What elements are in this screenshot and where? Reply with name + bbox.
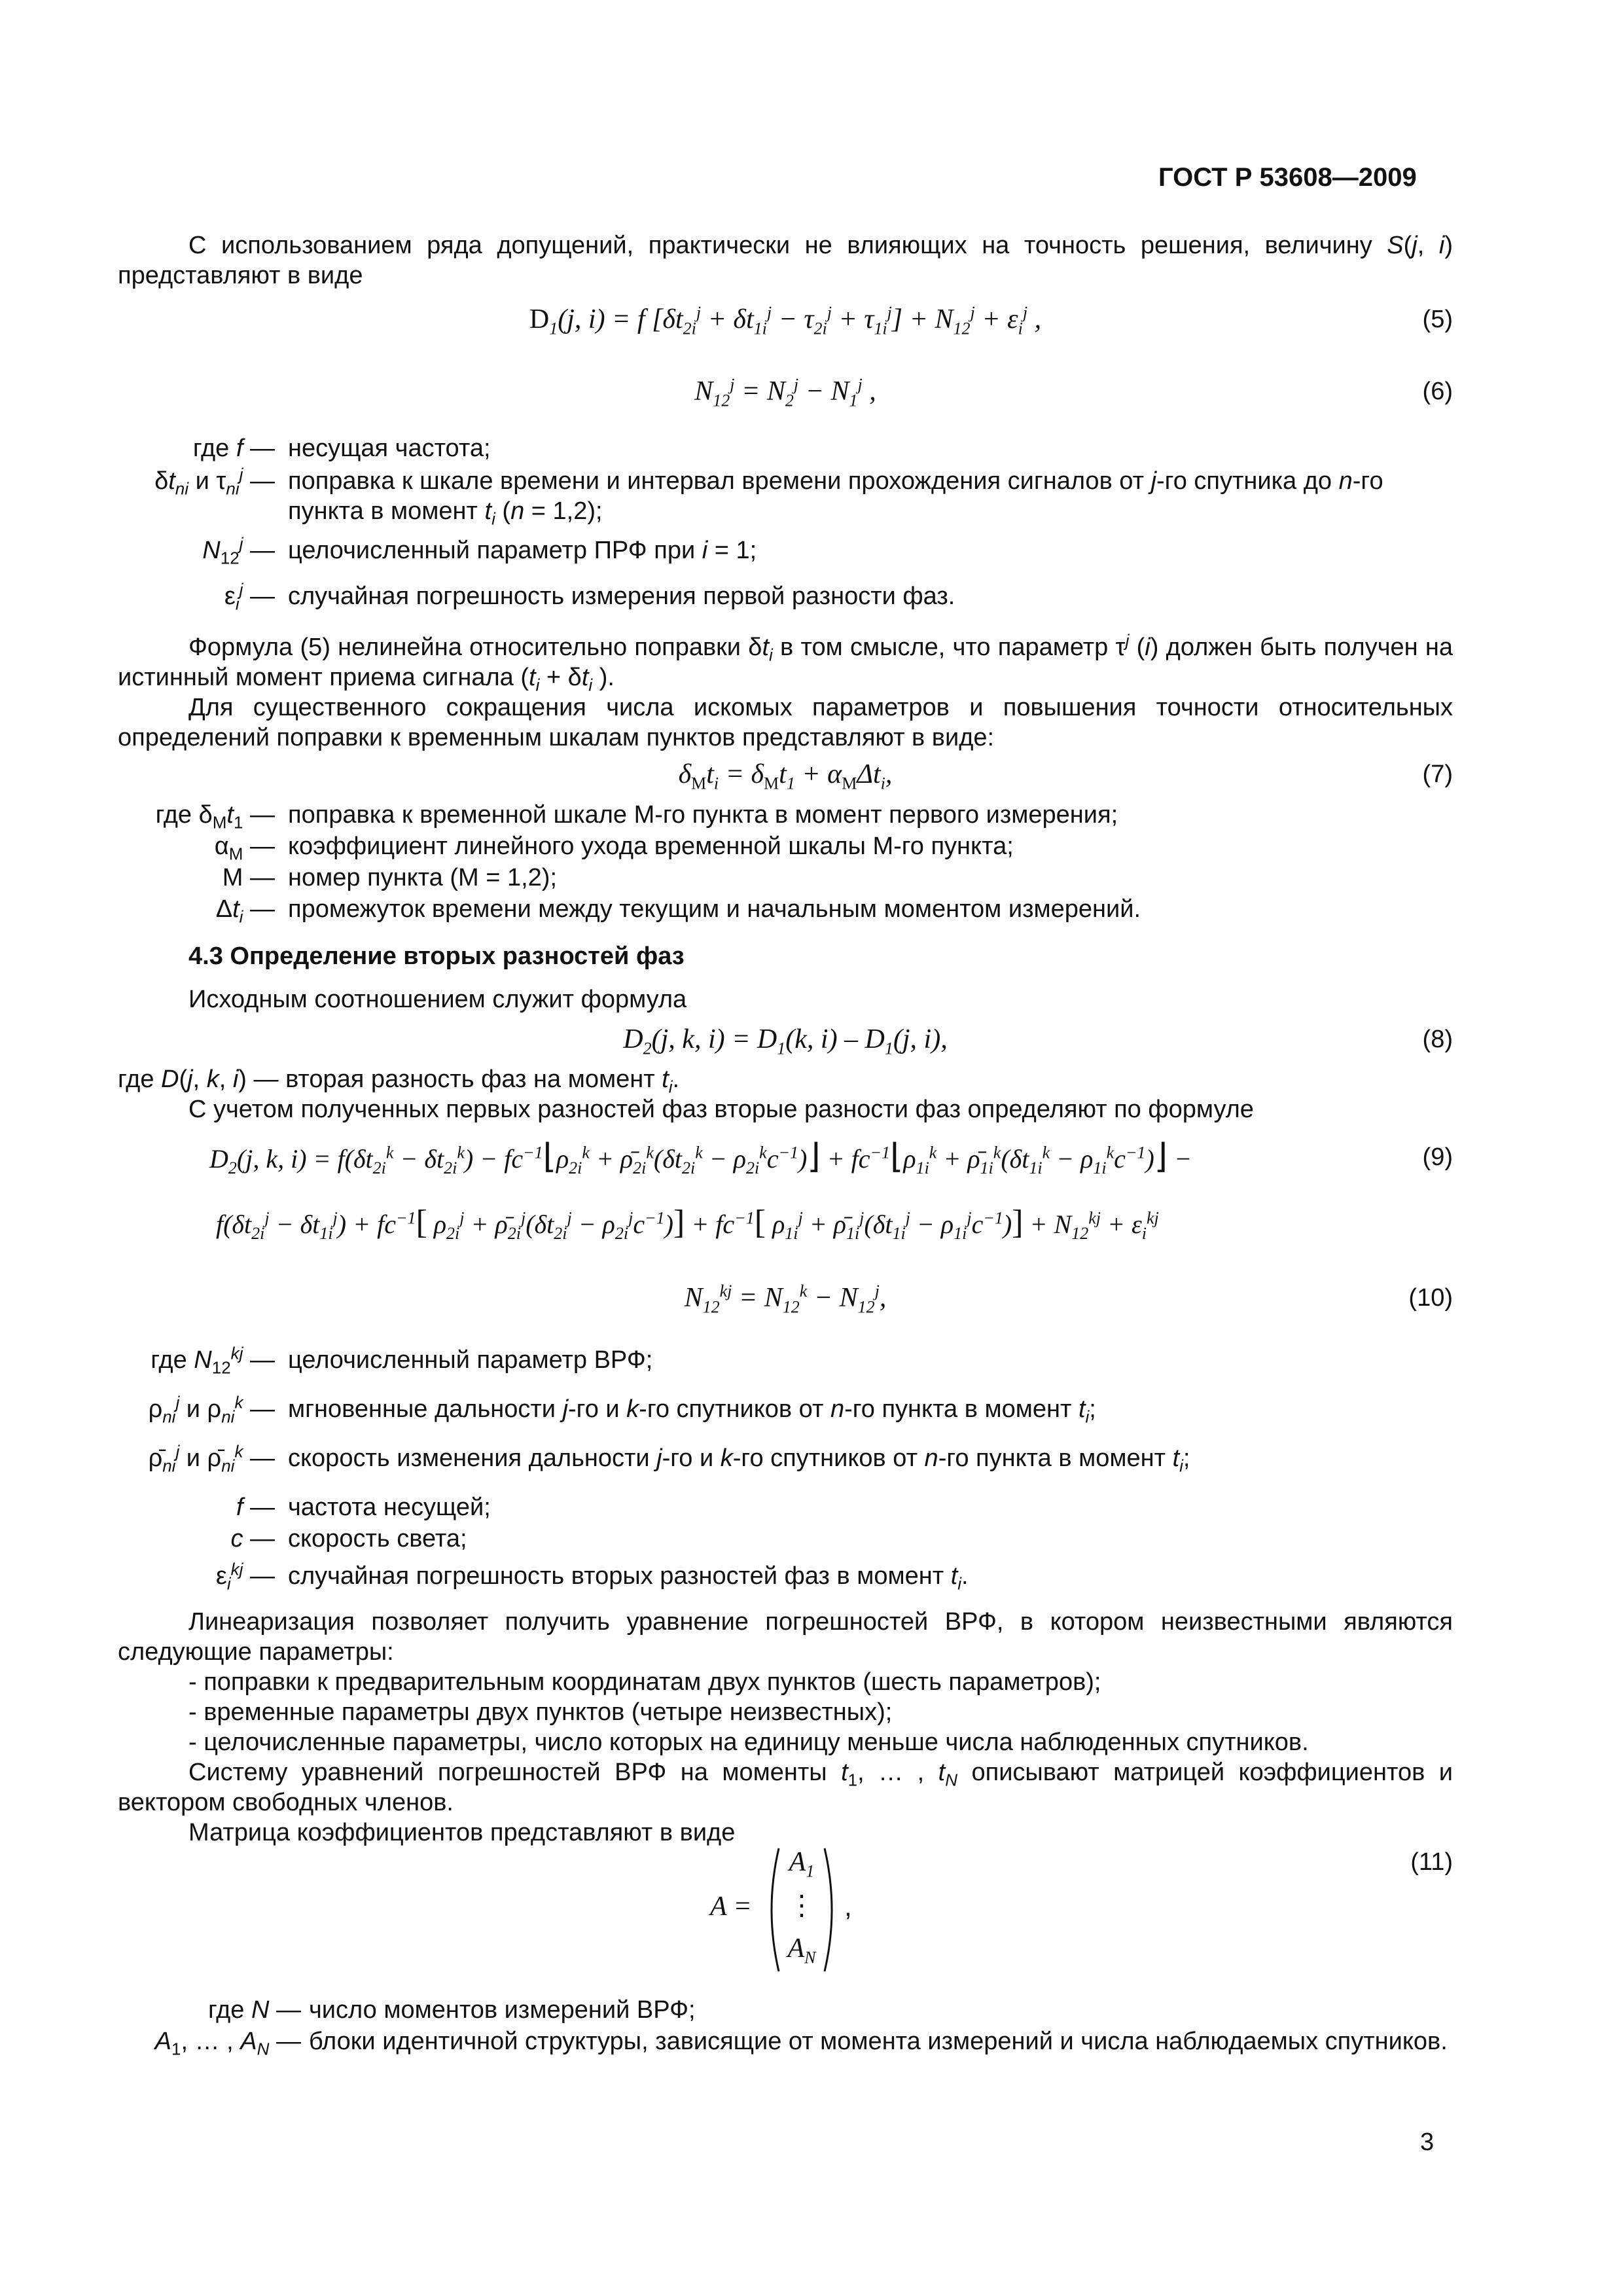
equation-number-11: (11)	[1410, 1848, 1453, 1876]
def-text: целочисленный параметр ВРФ;	[288, 1346, 653, 1374]
def-term: f —	[236, 1494, 275, 1521]
paragraph-formula5: Формула (5) нелинейна относительно поправки $\delta t_i$ в том смысле, что параметр $\tau^j$ (i) должен быть получен на истинный момент приема сигнала ($t_i + \delta t_i$ ).	[118, 630, 1454, 695]
def-text: случайная погрешность вторых разностей фаз в момент $t_i$.	[288, 1562, 969, 1594]
equation-8: $D_2(j$, k, $i) = D_1(k$, $i) - D_1(j$, i),	[623, 1024, 948, 1058]
def-text: коэффициент линейного ухода временной шкалы М-го пункта;	[288, 833, 1014, 860]
equation-number-8: (8)	[1422, 1026, 1453, 1053]
equation-11-lhs: A =	[710, 1892, 752, 1922]
equation-number-7: (7)	[1422, 761, 1453, 788]
paragraph-intro: С использованием ряда допущений, практически не влияющих на точность решения, величину S(j, i) представляют в виде	[118, 232, 1453, 289]
def-term: c —	[230, 1525, 275, 1552]
def-text: число моментов измерений ВРФ;	[309, 1996, 696, 2024]
matrix-row-AN: $A_N$	[787, 1933, 816, 1967]
def-term: $\Delta t_i$ —	[215, 895, 275, 927]
def-text: целочисленный параметр ПРФ при i = 1;	[288, 537, 757, 564]
def-term: $\rhō_{ni}^j$ и $\rhō_{ni}^k$ —	[148, 1441, 275, 1476]
def-text: промежуток времени между текущим и начальным моментом измерений.	[288, 895, 1141, 923]
def-term: $\alpha_М$ —	[214, 833, 275, 864]
def-text: скорость изменения дальности j-го и k-го спутников от n-го пункта в момент $t_i$;	[288, 1444, 1190, 1476]
page-number: 3	[1420, 2128, 1435, 2156]
equation-number-5: (5)	[1422, 306, 1453, 333]
def-term: $\varepsilon_i^j$ —	[224, 579, 275, 614]
matrix-row-dots: ⋮	[788, 1890, 815, 1920]
paragraph-reduce: Для существенного сокращения числа искомых параметров и повышения точности относительных определений поправки к временным шкалам пунктов представляют в виде:	[118, 694, 1453, 751]
matrix-left-paren	[759, 1844, 785, 1975]
section-title: 4.3 Определение вторых разностей фаз	[188, 942, 685, 970]
document-header: ГОСТ Р 53608—2009	[1158, 163, 1417, 192]
def-text: случайная погрешность измерения первой разности фаз.	[288, 583, 955, 610]
paragraph-system: Систему уравнений погрешностей ВРФ на моменты $t_1$, … , $t_N$ описывают матрицей коэффициентов и вектором свободных членов.	[118, 1759, 1453, 1816]
paragraph-matrix: Матрица коэффициентов представляют в виде	[188, 1819, 736, 1846]
def-text: мгновенные дальности j-го и k-го спутников от n-го пункта в момент $t_i$;	[288, 1395, 1096, 1427]
equation-11-comma: ,	[844, 1891, 852, 1922]
def-term: $\varepsilon_i^{kj}$ —	[215, 1559, 275, 1594]
bullet-2: - временные параметры двух пунктов (четыре неизвестных);	[188, 1698, 893, 1726]
def-text: блоки идентичной структуры, зависящие от момента измерений и числа наблюдаемых спутников.	[309, 2028, 1448, 2055]
def-term: где $\delta_Мt_1$ —	[155, 801, 275, 833]
where-D: где D(j, k, i) — вторая разность фаз на момент $t_i$.	[118, 1066, 680, 1097]
equation-9-line2: $f(\delta t_{2i}^j - \delta t_{1i}^j) + fc^{-1}$[ $\rho_{2i}^j$ + $\rhō_{2i}^j(\delta t_{2i}^j - \rho_{2i}^jc^{-1})] + fc^{-1}$[ $\rho_{1i}^j$ + $\rhō_{1i}^j(\delta t_{1i}^j - \rho_{1i}^jc^{-1})] + N_{12}^{kj} + \varepsilon_i^{kj}$	[216, 1204, 1159, 1243]
equation-6: $N_{12}^j = N_2^j - N_1^j$ ,	[694, 375, 876, 410]
equation-9-line1: $D_2(j$, k, $i) = f(\delta t_{2i}^k - \delta t_{2i}^k)$ − $fc^{-1}⌊\rho_{2i}^k$ + $\rhō_{2i}^k(\delta t_{2i}^k$ − $\rho_{2i}^kc^{-1})⌋$ + $fc^{-1}⌊\rho_{1i}^k$ + $\rhō_{1i}^k(\delta t_{1i}^k$ − $\rho_{1i}^kc^{-1})⌋$ −	[209, 1138, 1192, 1177]
paragraph-second: С учетом полученных первых разностей фаз вторые разности фаз определяют по формуле	[188, 1096, 1254, 1123]
equation-7: $\delta_Мt_i = \delta_Мt_1 + \alpha_М\Delta t_i$,	[678, 759, 893, 793]
def-term: где $N_{12}^{kj}$ —	[151, 1343, 275, 1378]
def-term: $\delta t_{ni}$ и $\tau_{ni}^j$ —	[154, 464, 275, 499]
def-term: $\rho_{ni}^j$ и $\rho_{ni}^k$ —	[148, 1392, 275, 1427]
paragraph-linear: Линеаризация позволяет получить уравнение погрешностей ВРФ, в котором неизвестными являются следующие параметры:	[118, 1608, 1453, 1666]
def-text: скорость света;	[288, 1525, 467, 1552]
def-term: где N —	[207, 1996, 301, 2024]
def-text: несущая частота;	[288, 435, 491, 462]
def-term: где f —	[192, 435, 275, 462]
paragraph-source: Исходным соотношением служит формула	[188, 986, 687, 1013]
def-text: поправка к шкале времени и интервал времени прохождения сигналов от j-го спутника до n-го пункта в момент $t_i$ (n = 1,2);	[288, 467, 1383, 529]
equation-5: $D_1(j$, i) = f $[\delta t_{2i}^j + \delta t_{1i}^j - \tau_{2i}^j + \tau_{1i}^j] + N_{12}^j + \varepsilon_i^j$ ,	[529, 303, 1042, 338]
equation-number-6: (6)	[1422, 378, 1453, 405]
matrix-row-A1: $A_1$	[789, 1847, 815, 1881]
def-text: номер пункта (М = 1,2);	[288, 864, 558, 891]
def-text: поправка к временной шкале М-го пункта в момент первого измерения;	[288, 801, 1118, 829]
def-term: $A_1$, … , $A_N$ —	[154, 2028, 301, 2059]
equation-number-10: (10)	[1408, 1284, 1453, 1312]
bullet-1: - поправки к предварительным координатам двух пунктов (шесть параметров);	[188, 1668, 1101, 1696]
equation-10: $N_{12}^{kj} = N_{12}^k - N_{12}^j$,	[684, 1282, 887, 1317]
def-term: $N_{12}^j$ —	[202, 533, 275, 568]
equation-number-9: (9)	[1422, 1143, 1453, 1171]
bullet-3: - целочисленные параметры, число которых на единицу меньше числа наблюденных спутников.	[188, 1729, 1309, 1756]
def-text: частота несущей;	[288, 1494, 491, 1521]
matrix-right-paren	[818, 1844, 844, 1975]
def-term: М —	[222, 864, 275, 891]
